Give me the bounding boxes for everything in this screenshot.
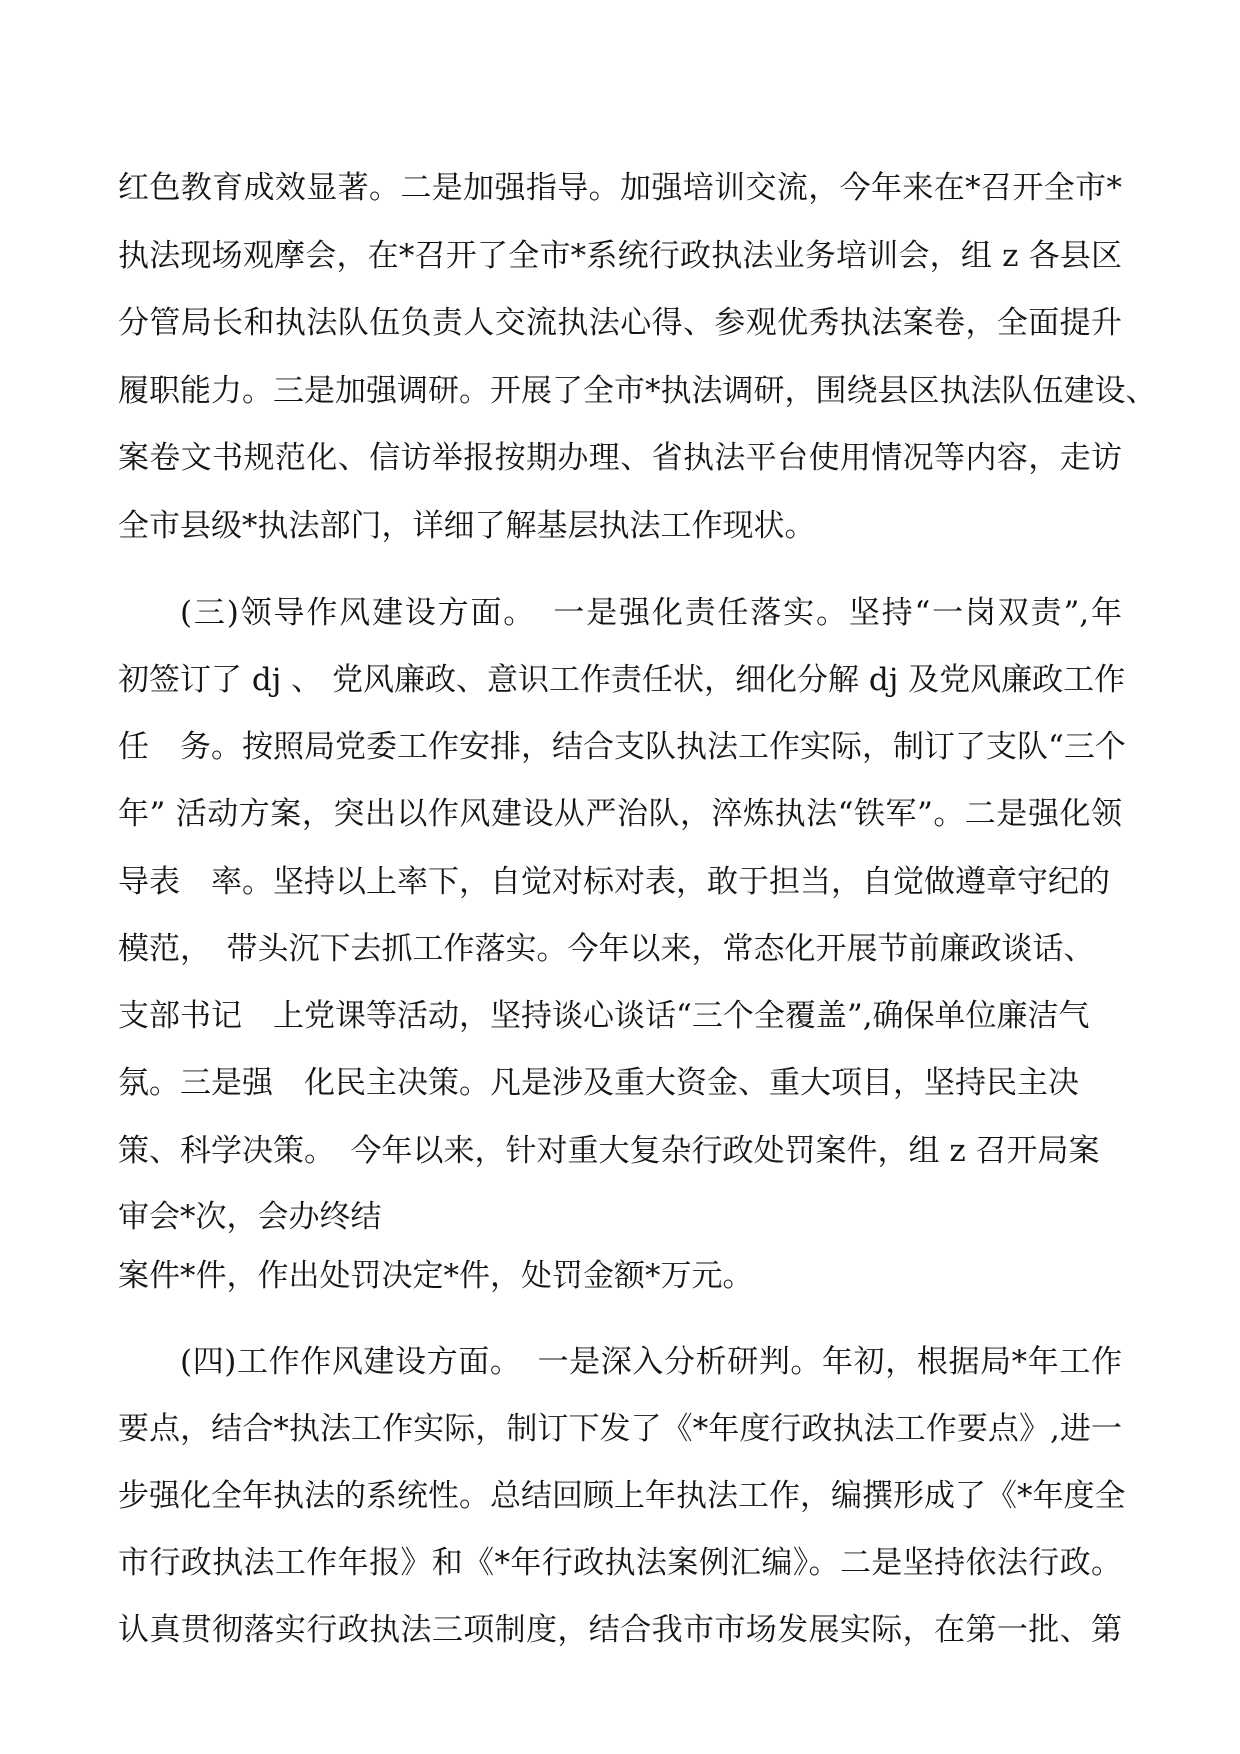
text-line: 策、科学决策。 今年以来，针对重大复杂行政处罚案件，组 z 召开局案 (118, 1133, 1100, 1169)
paragraph-heading-line: (三)领导作风建设方面。 一是强化责任落实。坚持“一岗双责”,年 (180, 595, 1122, 631)
text-line: 红色教育成效显著。二是加强指导。加强培训交流，今年来在*召开全市* (118, 170, 1122, 206)
text-line: 案卷文书规范化、信访举报按期办理、省执法平台使用情况等内容，走访 (118, 440, 1122, 476)
text-line: 市行政执法工作年报》和《*年行政执法案例汇编》。二是坚持依法行政。 (118, 1545, 1122, 1581)
text-line: 导表 率。坚持以上率下，自觉对标对表，敢于担当，自觉做遵章守纪的 (118, 864, 1110, 900)
text-line: 审会*次，会办终结 (118, 1199, 382, 1235)
text-line: 分管局长和执法队伍负责人交流执法心得、参观优秀执法案卷，全面提升 (118, 305, 1122, 341)
paragraph-heading-line: (四)工作作风建设方面。 一是深入分析研判。年初，根据局*年工作 (180, 1344, 1122, 1380)
text-line: 案件*件，作出处罚决定*件，处罚金额*万元。 (118, 1258, 754, 1294)
text-line: 步强化全年执法的系统性。总结回顾上年执法工作，编撰形成了《*年度全 (118, 1478, 1126, 1514)
text-line: 初签订了 dj 、 党风廉政、意识工作责任状，细化分解 dj 及党风廉政工作 (118, 662, 1126, 698)
text-line: 全市县级*执法部门，详细了解基层执法工作现状。 (118, 508, 816, 544)
text-line: 要点，结合*执法工作实际，制订下发了《*年度行政执法工作要点》,进一 (118, 1411, 1122, 1447)
text-line: 氛。三是强 化民主决策。凡是涉及重大资金、重大项目，坚持民主决 (118, 1065, 1079, 1101)
text-line: 任 务。按照局党委工作安排，结合支队执法工作实际，制订了支队“三个 (118, 729, 1126, 765)
text-line: 年” 活动方案，突出以作风建设从严治队，淬炼执法“铁军”。二是强化领 (118, 796, 1122, 832)
text-line: 执法现场观摩会，在*召开了全市*系统行政执法业务培训会，组 z 各县区 (118, 238, 1122, 274)
text-line: 支部书记 上党课等活动，坚持谈心谈话“三个全覆盖”,确保单位廉洁气 (118, 998, 1090, 1034)
text-line: 模范， 带头沉下去抓工作落实。今年以来，常态化开展节前廉政谈话、 (118, 931, 1095, 967)
text-line: 履职能力。三是加强调研。开展了全市*执法调研，围绕县区执法队伍建设、 (118, 373, 1157, 409)
text-line: 认真贯彻落实行政执法三项制度，结合我市市场发展实际，在第一批、第 (118, 1612, 1122, 1648)
